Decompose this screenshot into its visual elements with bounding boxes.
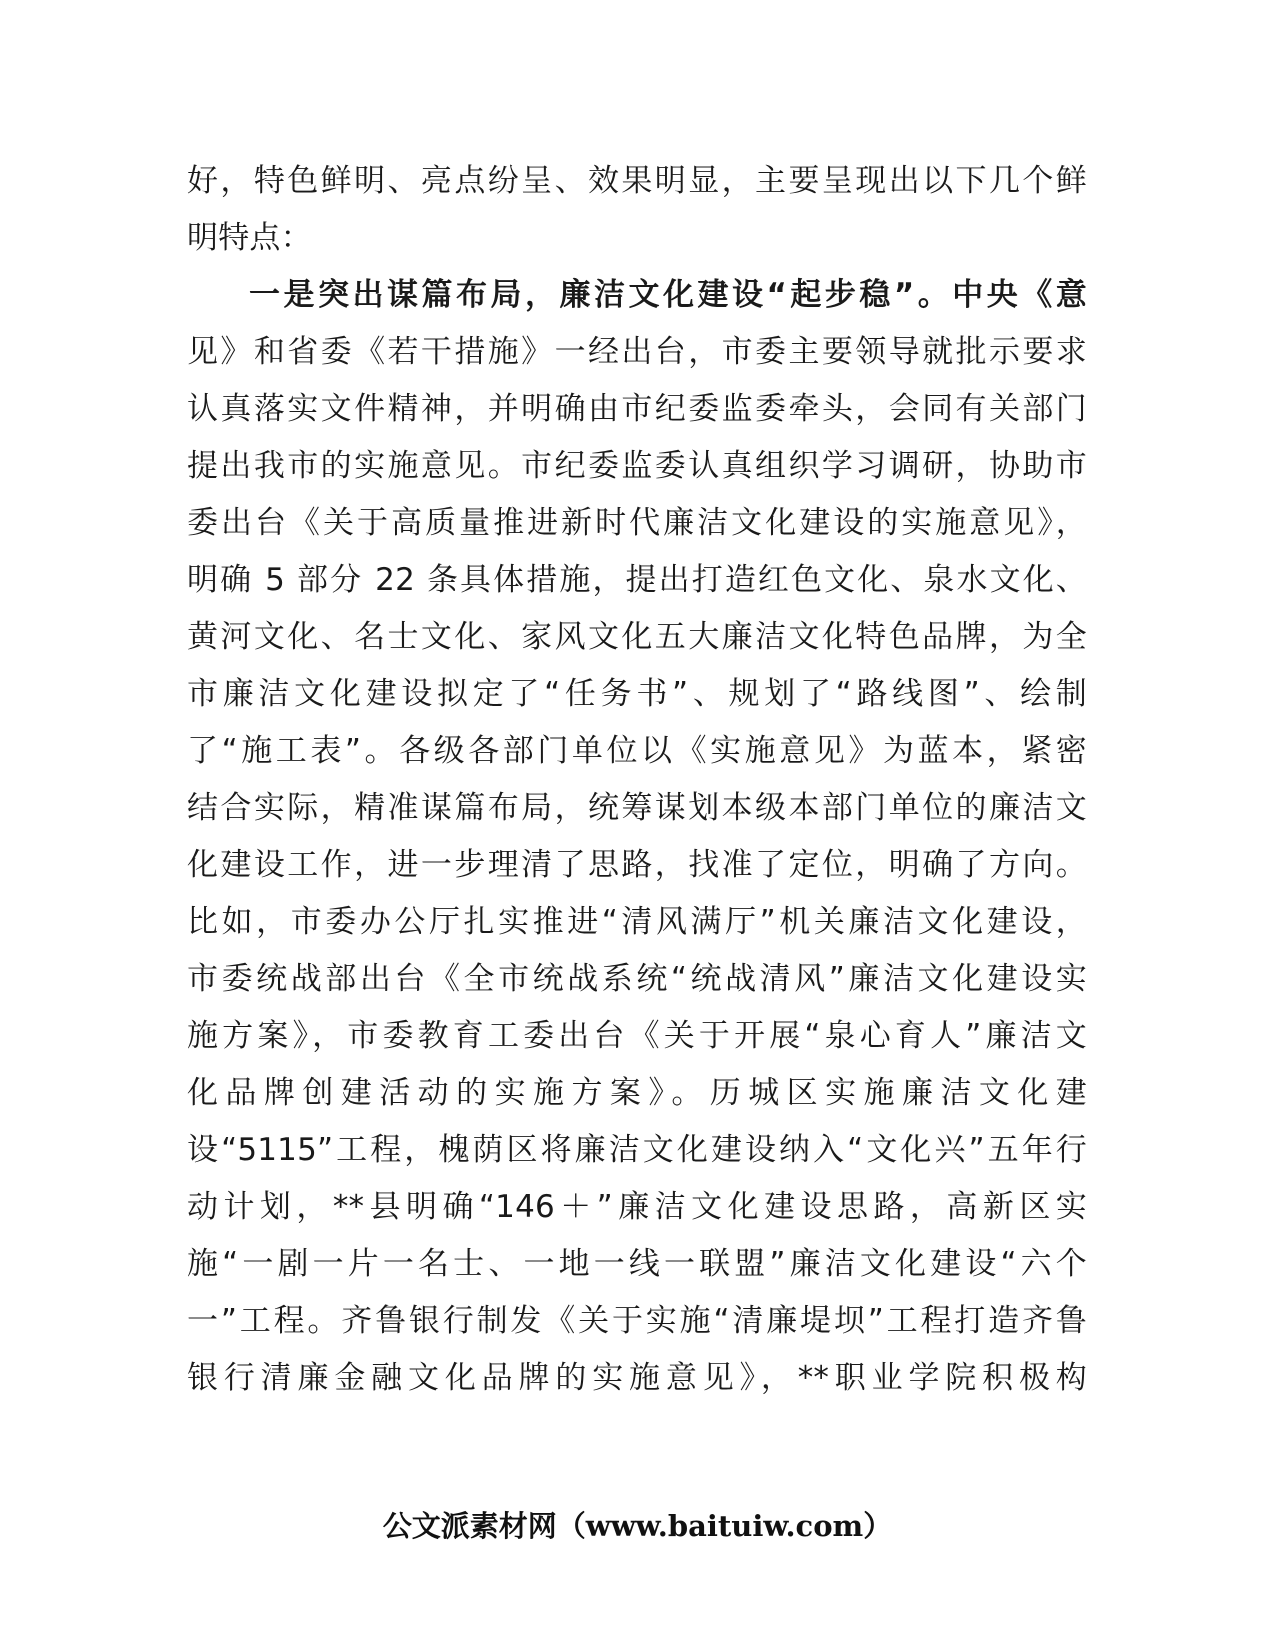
page-footer: 公文派素材网（www.baituiw.com） — [382, 1509, 893, 1543]
text-line: 结合实际，精准谋篇布局，统筹谋划本级本部门单位的廉洁文 — [187, 790, 1087, 826]
body-text — [187, 153, 1087, 1407]
text-line: 黄河文化、名士文化、家风文化五大廉洁文化特色品牌，为全 — [187, 619, 1087, 655]
text-line: 设“5115”工程，槐荫区将廉洁文化建设纳入“文化兴”五年行 — [187, 1132, 1087, 1168]
text-line: 提出我市的实施意见。市纪委监委认真组织学习调研，协助市 — [187, 448, 1087, 484]
text-line: 市廉洁文化建设拟定了“任务书”、规划了“路线图”、绘制 — [187, 676, 1087, 712]
text-line: 银行清廉金融文化品牌的实施意见》，**职业学院积极构 — [187, 1360, 1087, 1396]
text-line: 见》和省委《若干措施》一经出台，市委主要领导就批示要求 — [187, 334, 1087, 370]
text-line: 化建设工作，进一步理清了思路，找准了定位，明确了方向。 — [187, 847, 1087, 883]
text-line: 比如，市委办公厅扎实推进“清风满厅”机关廉洁文化建设， — [187, 904, 1087, 940]
text-line: 化品牌创建活动的实施方案》。历城区实施廉洁文化建 — [187, 1075, 1087, 1111]
text-line: 一”工程。齐鲁银行制发《关于实施“清廉堤坝”工程打造齐鲁 — [187, 1303, 1087, 1339]
text-line: 好，特色鲜明、亮点纷呈、效果明显，主要呈现出以下几个鲜 — [187, 163, 1087, 199]
text-line: 认真落实文件精神，并明确由市纪委监委牵头，会同有关部门 — [187, 391, 1087, 427]
text-line: 了“施工表”。各级各部门单位以《实施意见》为蓝本，紧密 — [187, 733, 1087, 769]
text-line: 动计划，**县明确“146＋”廉洁文化建设思路，高新区实 — [187, 1189, 1087, 1225]
text-line: 明确 5 部分 22 条具体措施，提出打造红色文化、泉水文化、 — [187, 562, 1087, 598]
section-heading-line: 一是突出谋篇布局，廉洁文化建设“起步稳”。中央《意 — [249, 277, 1087, 313]
text-line: 市委统战部出台《全市统战系统“统战清风”廉洁文化建设实 — [187, 961, 1087, 997]
text-line: 委出台《关于高质量推进新时代廉洁文化建设的实施意见》， — [187, 505, 1087, 541]
text-line: 明特点： — [187, 220, 312, 256]
text-line: 施“一剧一片一名士、一地一线一联盟”廉洁文化建设“六个 — [187, 1246, 1087, 1282]
text-line: 施方案》，市委教育工委出台《关于开展“泉心育人”廉洁文 — [187, 1018, 1087, 1054]
